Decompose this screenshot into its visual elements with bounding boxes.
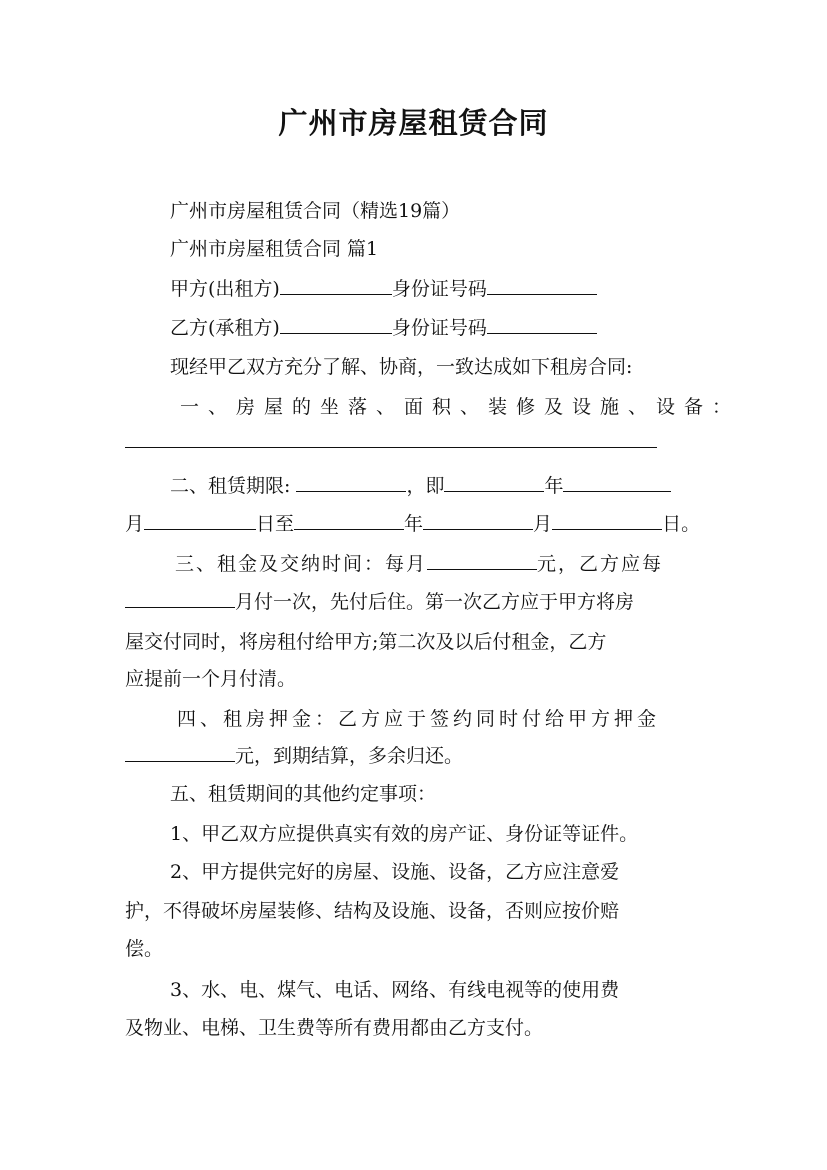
clause-1-blank-line — [125, 428, 657, 456]
start-month-blank-a — [563, 472, 671, 492]
item-3-line-1: 3、水、电、煤气、电话、网络、有线电视等的使用费 — [170, 979, 620, 1001]
document-title: 广州市房屋租赁合同 — [278, 106, 549, 140]
monthly-rent-blank — [427, 550, 537, 570]
end-month-blank — [423, 510, 533, 530]
clause-1-heading: 一、房屋的坐落、面积、装修及设施、设备： — [180, 396, 741, 418]
end-year-label: 年 — [404, 513, 424, 535]
payment-cycle-blank — [125, 588, 235, 608]
party-a-label: 甲方(出租方) — [170, 278, 280, 300]
section-heading: 广州市房屋租赁合同 篇1 — [170, 238, 379, 260]
clause-3-line-1 — [175, 550, 663, 578]
document-subtitle: 广州市房屋租赁合同（精选19篇） — [170, 200, 461, 222]
party-b-id-label: 身份证号码 — [391, 317, 487, 339]
clause-3-line-3: 屋交付同时，将房租付给甲方;第二次及以后付租金，乙方 — [125, 631, 607, 653]
end-month-label: 月 — [533, 513, 553, 535]
end-year-blank — [294, 510, 404, 530]
intro-paragraph: 现经甲乙双方充分了解、协商，一致达成如下租房合同: — [170, 356, 633, 378]
item-3-line-2: 及物业、电梯、卫生费等所有费用都由乙方支付。 — [125, 1017, 544, 1039]
item-2-line-1: 2、甲方提供完好的房屋、设施、设备，乙方应注意爱 — [170, 861, 620, 883]
clause-2-ji: ，即 — [406, 475, 445, 497]
clause-4-line-2-text: 元，到期结算，多余归还。 — [235, 745, 464, 767]
day-end-label: 日。 — [662, 513, 701, 535]
clause-5-heading: 五、租赁期间的其他约定事项： — [170, 783, 437, 805]
clause-3-line-4: 应提前一个月付清。 — [125, 668, 297, 690]
start-day-blank — [144, 510, 256, 530]
clause-3-lead: 三、租金及交纳时间：每月 — [175, 553, 428, 575]
day-to-label: 日至 — [256, 513, 295, 535]
end-day-blank — [552, 510, 662, 530]
clause-2-lead: 二、租赁期限: — [170, 475, 291, 497]
clause-3-line-2 — [125, 588, 634, 616]
party-a-line — [170, 275, 597, 303]
lease-term-blank — [296, 472, 406, 492]
party-a-id-label: 身份证号码 — [391, 278, 487, 300]
clause-2-line-1 — [170, 472, 671, 500]
clause-1-blank — [125, 428, 657, 448]
party-a-id-blank — [487, 275, 597, 295]
party-b-label: 乙方(承租方) — [170, 317, 280, 339]
deposit-blank — [125, 742, 235, 762]
start-year-blank — [444, 472, 544, 492]
clause-3-line-2-text: 月付一次，先付后住。第一次乙方应于甲方将房 — [235, 591, 635, 613]
start-year-label: 年 — [544, 475, 564, 497]
item-1: 1、甲乙双方应提供真实有效的房产证、身份证等证件。 — [170, 823, 639, 845]
clause-4-line-1: 四、租房押金：乙方应于签约同时付给甲方押金 — [177, 708, 661, 730]
clause-4-line-2 — [125, 742, 463, 770]
item-2-line-2: 护，不得破坏房屋装修、结构及设施、设备，否则应按价赔 — [125, 900, 620, 922]
party-a-name-blank — [280, 275, 392, 295]
party-b-name-blank — [280, 314, 392, 334]
item-2-line-3: 偿。 — [125, 938, 164, 960]
clause-2-line-2 — [125, 510, 700, 538]
party-b-line — [170, 314, 597, 342]
clause-3-mid: 元，乙方应每 — [537, 553, 664, 575]
party-b-id-blank — [487, 314, 597, 334]
start-month-label: 月 — [125, 513, 145, 535]
